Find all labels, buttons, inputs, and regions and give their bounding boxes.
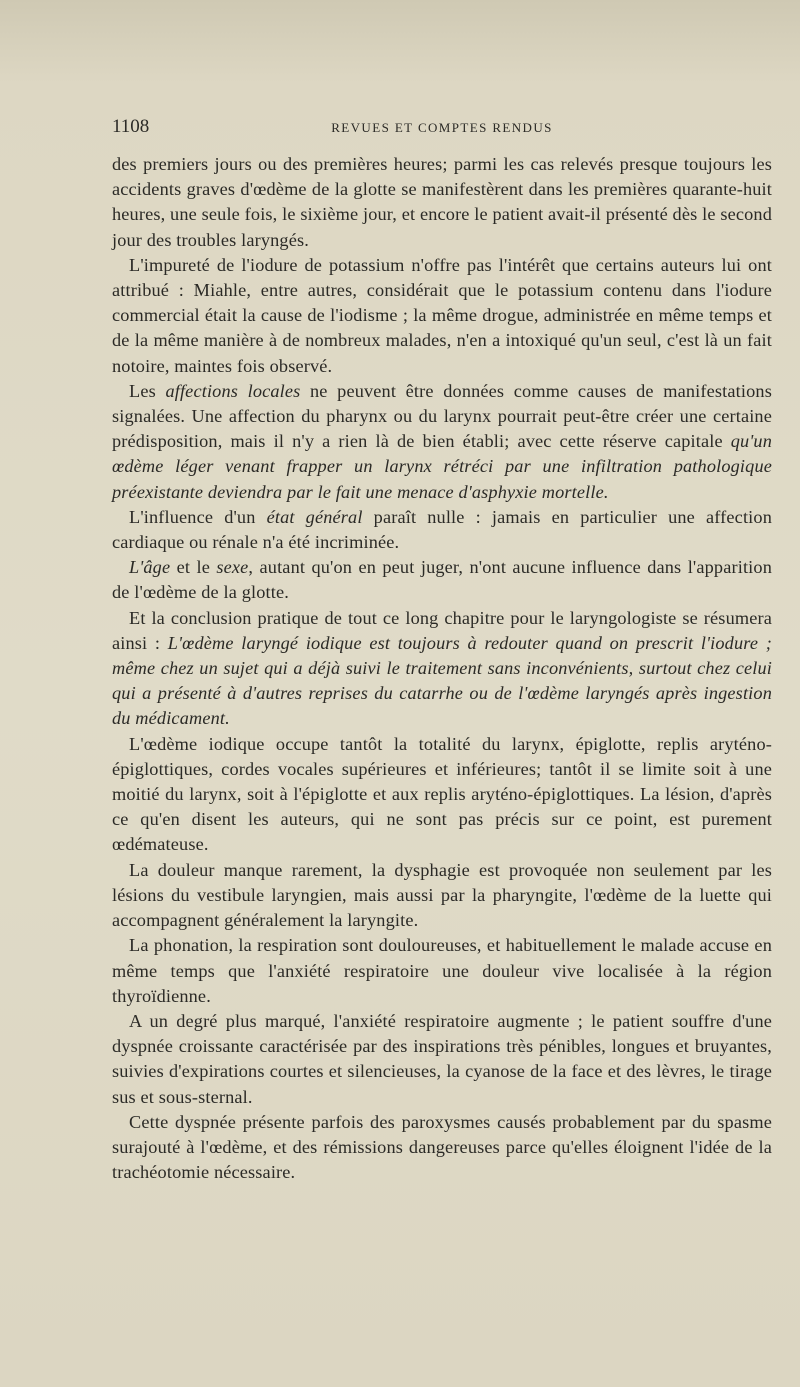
paragraph (112, 379, 772, 505)
text-run: Et la conclusion pratique de tout ce long chapitre pour le laryngologiste se résumera ainsi : (112, 607, 772, 653)
text-run: L'œdème iodique occupe tantôt la totalité du larynx, épiglotte, replis aryténo-épiglottiques, cordes vocales supérieures et inférieures; tantôt il se limite soit à une moitié du larynx, soit à l'épiglotte et aux replis aryténo-épiglottiques. La lésion, d'après ce qu'en disent les auteurs, qui ne sont pas précis sur ce point, est purement œdémateuse. (112, 733, 772, 855)
italic-run: sexe (216, 557, 249, 578)
text-run: L'impureté de l'iodure de potassium n'offre pas l'intérêt que certains auteurs lui ont attribué : Miahle, entre autres, considérait que le potassium contenu dans l'iodure commercial était la cause de l'iodisme ; la même drogue, administrée en même temps et de la même manière à de nombreux malades, n'en a intoxiqué qu'un seul, c'est là un fait notoire, maintes fois observé. (112, 254, 772, 376)
text-run: La douleur manque rarement, la dysphagie est provoquée non seulement par les lésions du vestibule laryngien, mais aussi par la pharyngite, l'œdème de la luette qui accompagnent généralement la laryngite. (112, 859, 772, 931)
paragraph (112, 606, 772, 732)
paragraph (112, 152, 772, 253)
running-head: REVUES ET COMPTES RENDUS (331, 120, 553, 135)
italic-run: affections locales (165, 380, 301, 401)
paragraph (112, 1110, 772, 1186)
italic-run: L'œdème laryngé iodique est toujours à redouter quand on prescrit l'iodure ; même chez un sujet qui a déjà suivi le traitement sans inconvénients, surtout chez celui qui a présenté à d'autres reprises du catarrhe ou de l'œdème laryngés après ingestion du médicament. (112, 632, 772, 729)
paragraph (112, 555, 772, 605)
paragraph (112, 253, 772, 379)
text-run: La phonation, la respiration sont douloureuses, et habituellement le malade accuse en même temps que l'anxiété respiratoire une douleur vive localisée à la région thyroïdienne. (112, 935, 772, 1006)
text-run: des premiers jours ou des premières heures; parmi les cas relevés presque toujours les accidents graves d'œdème de la glotte se manifestèrent dans les premières quarante-huit heures, une seule fois, le sixième jour, et encore le patient avait-il présenté dès le second jour des troubles laryngés. (112, 154, 772, 250)
text-run: paraît nulle : jamais en particulier une affection cardiaque ou rénale n'a été incriminée. (112, 506, 772, 553)
text-run: Les (129, 380, 166, 401)
paragraph (112, 505, 772, 555)
text-run: L'influence d'un (129, 506, 267, 527)
page-header (112, 116, 772, 142)
text-run: ne peuvent être données comme causes de manifestations signalées. Une affection du pharynx ou du larynx pourrait peut-être créer une certaine prédisposition, mais il n'y a rien là de bien établi; avec cette réserve capitale (112, 380, 772, 452)
text-run: et le (170, 557, 217, 578)
paragraph (112, 858, 772, 934)
text-run: , autant qu'on en peut juger, n'ont aucune influence dans l'apparition de l'œdème de la glotte. (112, 557, 772, 603)
italic-run: état général (266, 506, 363, 527)
paragraph (112, 732, 772, 858)
text-run: A un degré plus marqué, l'anxiété respiratoire augmente ; le patient souffre d'une dyspnée croissante caractérisée par des inspirations très pénibles, longues et bruyantes, suivies d'expirations courtes et silencieuses, la cyanose de la face et des lèvres, le tirage sus et sous-sternal. (112, 1010, 772, 1107)
italic-run: L'âge (129, 557, 171, 578)
page-number: 1108 (112, 116, 150, 137)
italic-run: qu'un œdème léger venant frapper un larynx rétréci par une infiltration pathologique préexistante deviendra par le fait une menace d'asphyxie mortelle. (112, 431, 772, 502)
paragraph (112, 933, 772, 1009)
body-text (112, 152, 772, 1185)
paragraph (112, 1009, 772, 1110)
text-run: Cette dyspnée présente parfois des paroxysmes causés probablement par du spasme surajouté à l'œdème, et des rémissions dangereuses parce qu'elles éloignent l'idée de la trachéotomie nécessaire. (112, 1111, 772, 1183)
